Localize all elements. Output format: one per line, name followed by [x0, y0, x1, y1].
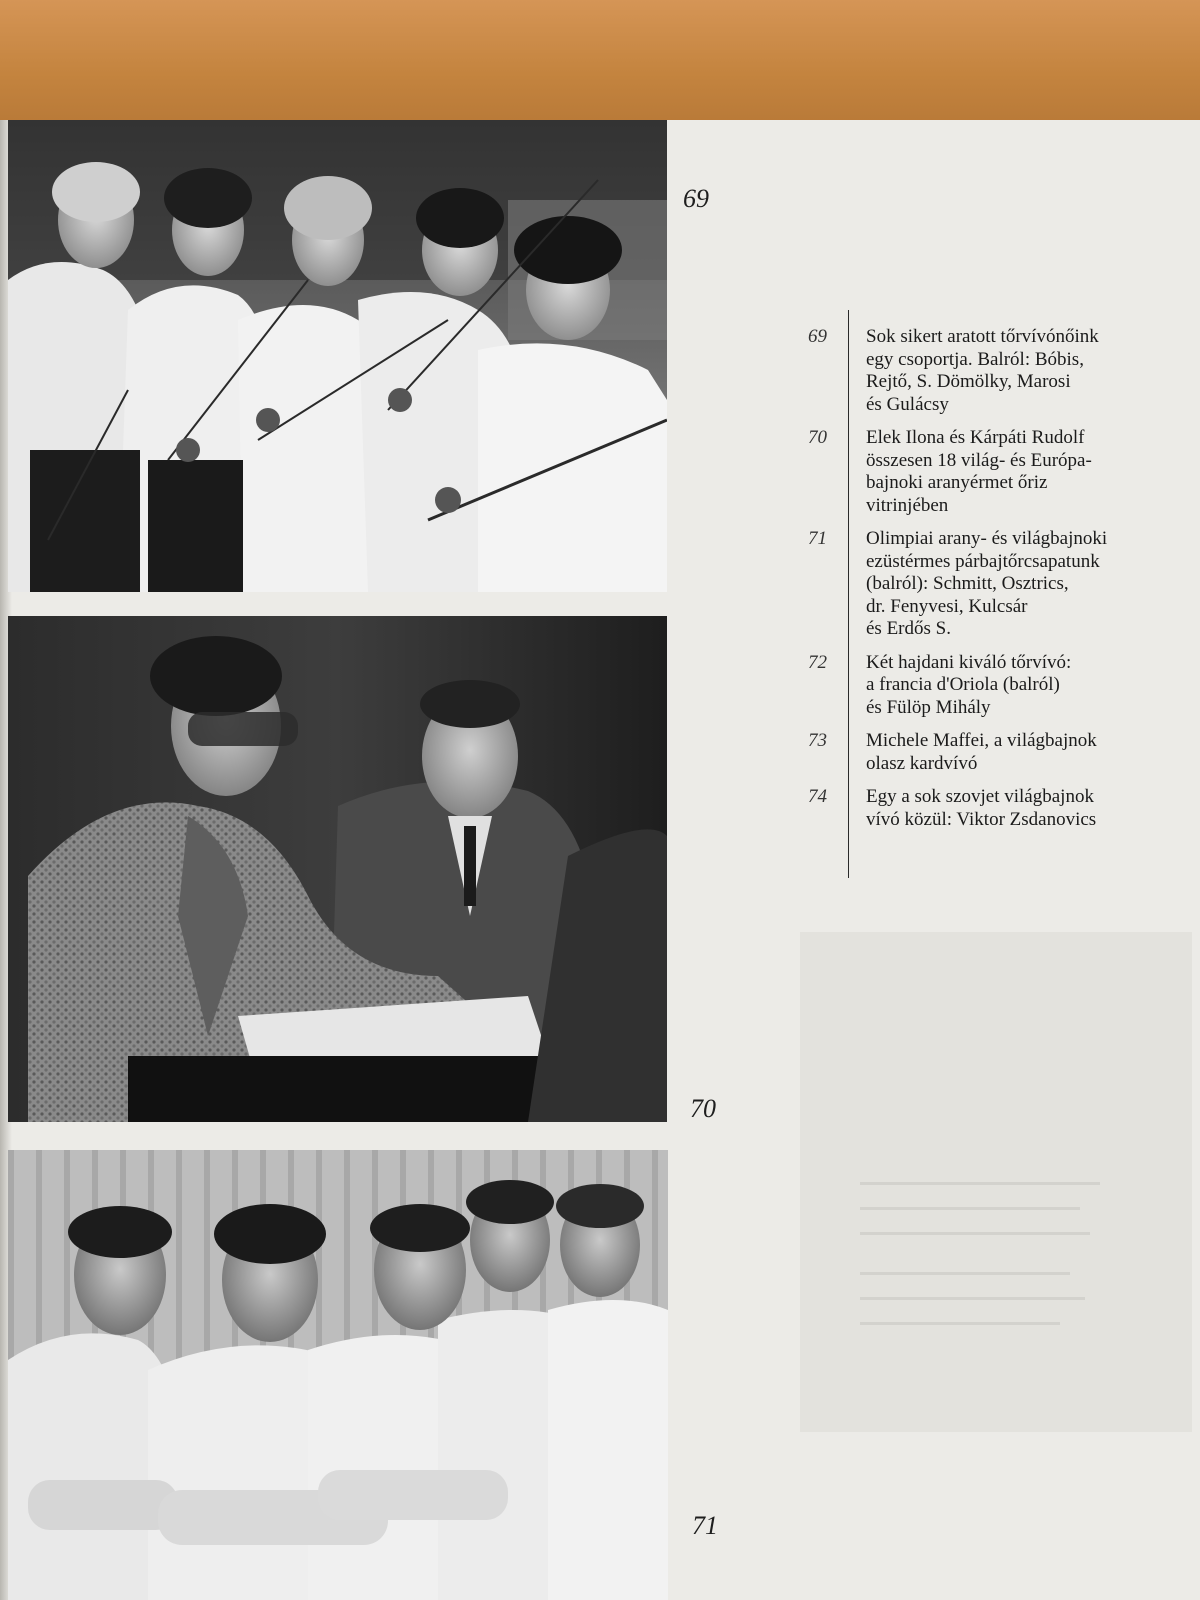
figure-number-70: 70	[690, 1094, 716, 1123]
wooden-table-background	[0, 0, 1200, 122]
caption-text: Két hajdani kiváló tőrvívó: a francia d'Oriola (balról) és Fülöp Mihály	[866, 651, 1072, 718]
caption-number: 73	[808, 730, 827, 751]
caption-text: Sok sikert aratott tőrvívónőink egy csoportja. Balról: Bóbis, Rejtő, S. Dömölky, Marosi és Gulácsy	[866, 326, 1099, 415]
caption-list	[790, 326, 1180, 842]
caption-text: Michele Maffei, a világbajnok olasz kardvívó	[866, 730, 1097, 774]
bleed-line	[860, 1182, 1100, 1185]
caption-item	[790, 730, 1180, 775]
bleed-line	[860, 1272, 1070, 1275]
figure-number-71: 71	[692, 1511, 718, 1540]
caption-item	[790, 528, 1180, 641]
caption-number: 71	[808, 528, 827, 549]
caption-number: 72	[808, 651, 827, 673]
bleed-through-panel	[800, 932, 1192, 1432]
bleed-line	[860, 1207, 1080, 1210]
caption-item	[790, 427, 1180, 517]
caption-item	[790, 786, 1180, 831]
bleed-line	[860, 1297, 1085, 1300]
figure-number-69: 69	[683, 184, 709, 213]
bleed-line	[860, 1232, 1090, 1235]
photo-elek-ilona-karpati-rudolf	[8, 616, 667, 1122]
photo-women-fencers	[8, 120, 667, 592]
photo-epee-team	[8, 1150, 668, 1600]
caption-text: Olimpiai arany- és világbajnoki ezüstérmes párbajtőrcsapatunk (balról): Schmitt, Osztrics, dr. Fenyvesi, Kulcsár és Erdős S.	[866, 528, 1108, 639]
caption-number: 69	[808, 326, 827, 347]
caption-item	[790, 326, 1180, 416]
caption-text: Elek Ilona és Kárpáti Rudolf összesen 18 világ- és Európa- bajnoki aranyérmet őriz vitrinjében	[866, 427, 1092, 516]
caption-number: 70	[808, 427, 827, 448]
caption-number: 74	[808, 786, 827, 807]
bleed-line	[860, 1322, 1060, 1325]
caption-text: Egy a sok szovjet világbajnok vívó közül: Viktor Zsdanovics	[866, 786, 1097, 830]
caption-item	[790, 652, 1180, 720]
